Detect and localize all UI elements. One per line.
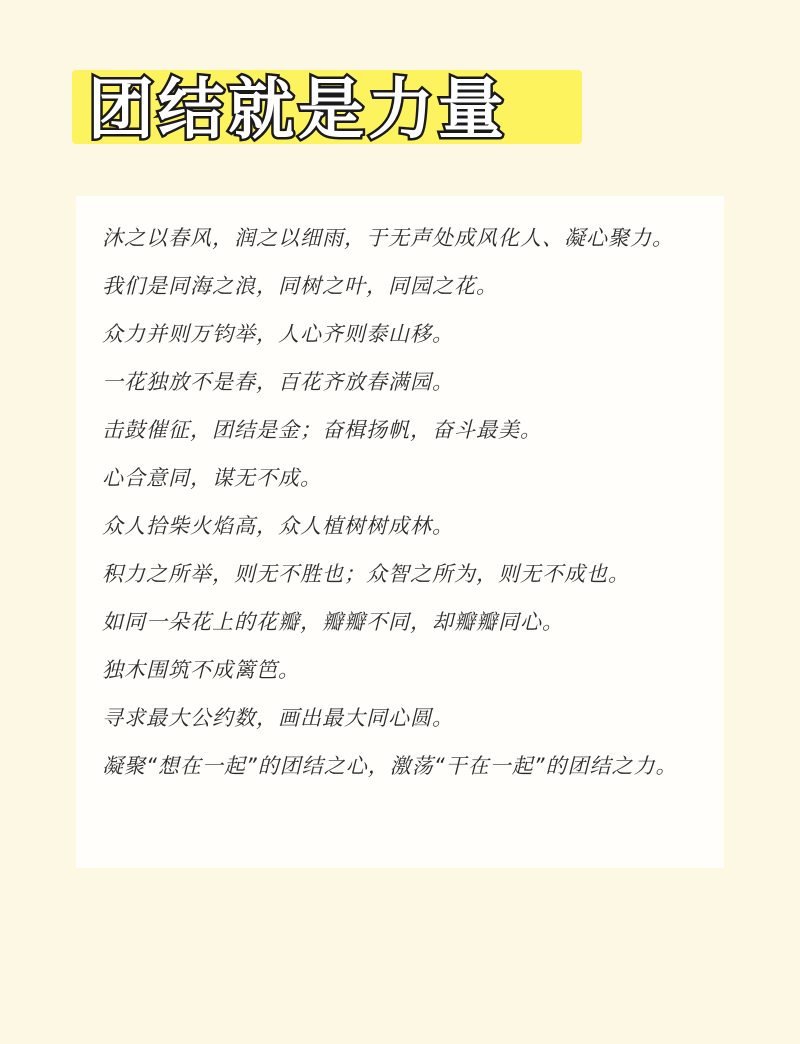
- quote-line: 众力并则万钧举，人心齐则泰山移。: [102, 322, 454, 346]
- page-title: 团结就是力量: [88, 71, 508, 148]
- quote-line: 我们是同海之浪，同树之叶，同园之花。: [102, 274, 498, 298]
- quote-line: 一花独放不是春，百花齐放春满园。: [102, 370, 454, 394]
- quote-card: [76, 196, 724, 868]
- quote-line: 众人拾柴火焰高，众人植树树成林。: [102, 514, 454, 538]
- quote-line: 击鼓催征，团结是金；奋楫扬帆，奋斗最美。: [102, 418, 542, 442]
- title-block: [0, 62, 800, 172]
- quote-line: 积力之所举，则无不胜也；众智之所为，则无不成也。: [102, 562, 630, 586]
- quote-line: 如同一朵花上的花瓣，瓣瓣不同，却瓣瓣同心。: [102, 610, 564, 634]
- quote-line: 心合意同，谋无不成。: [102, 466, 322, 490]
- quote-line: 沐之以春风，润之以细雨，于无声处成风化人、凝心聚力。: [102, 226, 674, 250]
- quote-line: 独木围筑不成篱笆。: [102, 658, 300, 682]
- quote-line: 寻求最大公约数，画出最大同心圆。: [102, 706, 454, 730]
- quote-line: 凝聚“想在一起”的团结之心，激荡“干在一起”的团结之力。: [102, 754, 678, 778]
